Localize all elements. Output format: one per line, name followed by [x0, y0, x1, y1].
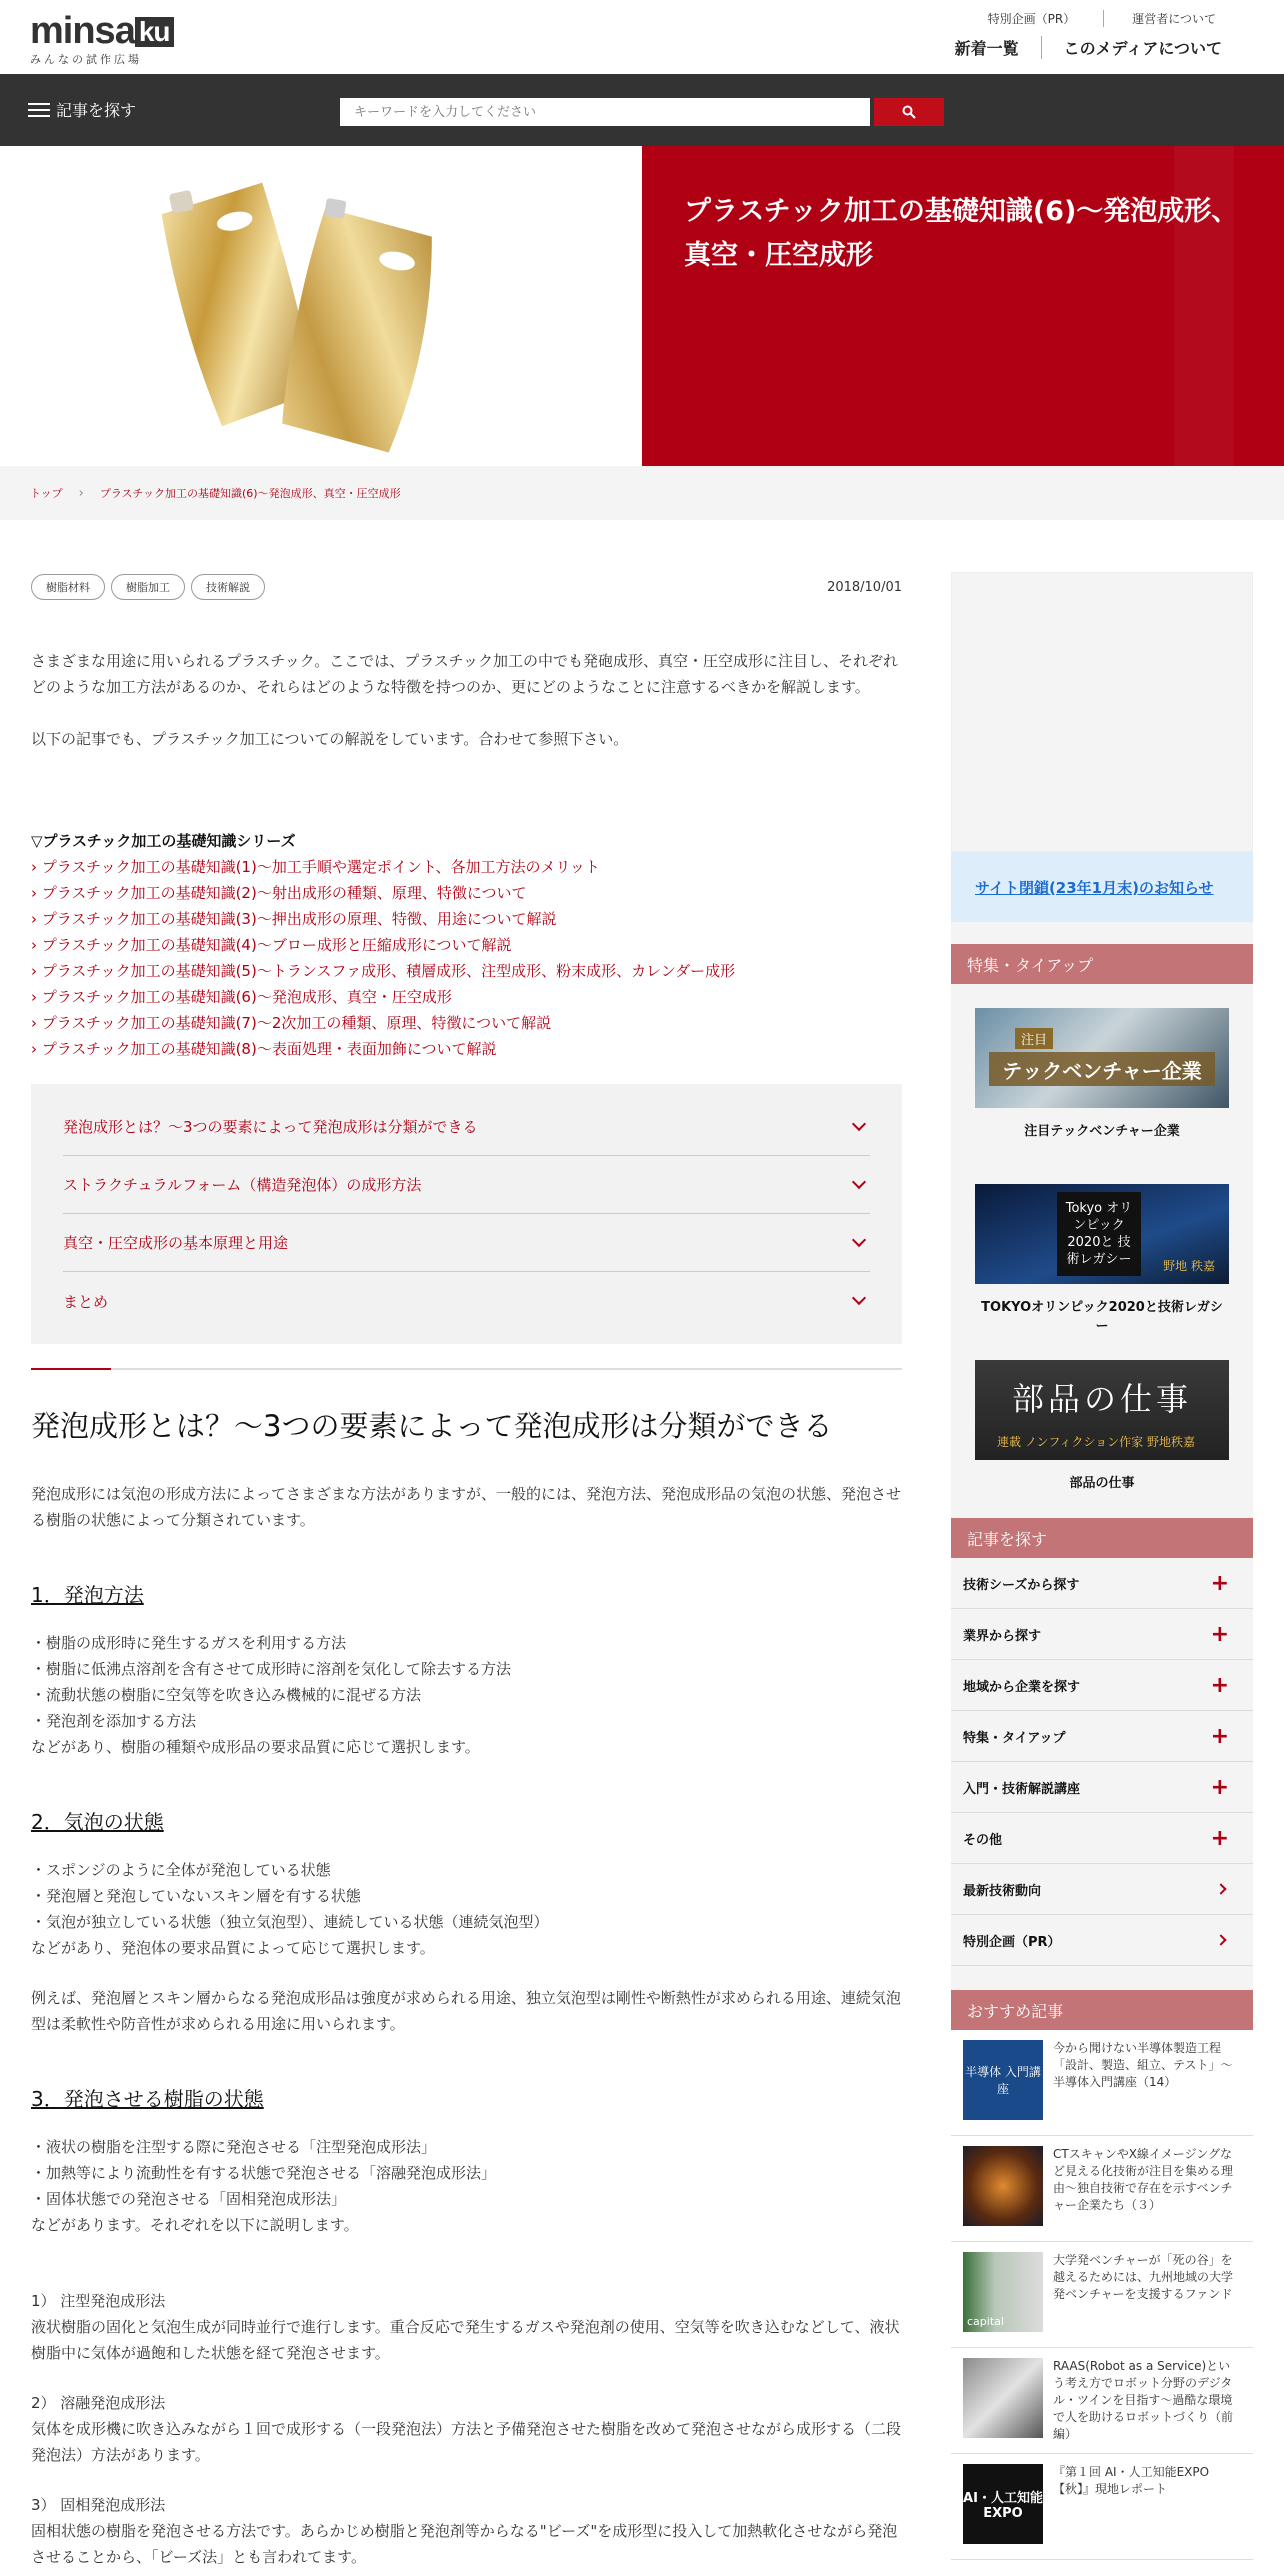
- logo-subtitle: みんなの試作広場: [30, 53, 142, 66]
- method-block: [31, 2492, 902, 2568]
- list-item: ・液状の樹脂を注型する際に発泡させる「注型発泡成形法」: [31, 2138, 437, 2156]
- chevron-down-icon: [852, 1116, 866, 1130]
- feature-caption: 部品の仕事: [1069, 1476, 1135, 1491]
- method-block: [31, 2288, 902, 2366]
- list-item: ・流動状態の樹脂に空気等を吹き込み機械的に混ぜる方法: [31, 1686, 422, 1704]
- toc-label: まとめ: [63, 1292, 109, 1311]
- list-item: などがあります。それぞれを以下に説明します。: [31, 2216, 359, 2234]
- sidebar: [951, 572, 1253, 2560]
- page-title: プラスチック加工の基礎知識(6)～発泡成形、真空・圧空成形: [684, 196, 1239, 271]
- menu-item-other[interactable]: [951, 1813, 1253, 1864]
- tag-resin-material[interactable]: 樹脂材料: [31, 574, 105, 600]
- plus-icon: +: [1210, 1825, 1229, 1851]
- thumbnail-text: capital: [967, 2315, 1004, 2328]
- plus-icon: +: [1210, 1672, 1229, 1698]
- toc-item[interactable]: [63, 1156, 870, 1214]
- series-title: ▽プラスチック加工の基礎知識シリーズ: [31, 832, 296, 850]
- article-search-menu: [951, 1558, 1253, 1966]
- site-logo[interactable]: [30, 10, 180, 66]
- intro-paragraph: さまざまな用途に用いられるプラスチック。ここでは、プラスチック加工の中でも発砲成形、真空・圧空成形に注目し、それぞれどのような加工方法があるのか、それらはどのような特徴を持つのか、更にどのようなことに注意するべきかを解説します。: [31, 652, 899, 696]
- method-title: 1） 注型発泡成形法: [31, 2292, 166, 2310]
- method-text: 液状樹脂の固化と気泡生成が同時並行で進行します。重合反応で発生するガスや発泡剤の使用、空気等を吹き込むなどして、液状樹脂中に気体が過飽和した状態を経て発泡させます。: [31, 2318, 900, 2362]
- hero-title-panel: [642, 146, 1284, 466]
- menu-item-features[interactable]: [951, 1711, 1253, 1762]
- series-link[interactable]: › プラスチック加工の基礎知識(7)～2次加工の種類、原理、特徴について解説: [31, 1010, 902, 1036]
- search-button[interactable]: [874, 98, 944, 126]
- feature-badge: 注目: [1015, 1028, 1053, 1049]
- recommended-title: 大学発ベンチャーが「死の谷」を越えるためには、九州地域の大学発ベンチャーを支援するファンド: [1053, 2253, 1234, 2301]
- feature-badge: 野地 秩嘉: [1163, 1259, 1215, 1273]
- feature-caption: 注目テックベンチャー企業: [1024, 1124, 1180, 1139]
- ad-slot: [951, 572, 1253, 852]
- list-item: ・固体状態での発泡させる「固相発泡成形法」: [31, 2190, 347, 2208]
- recommended-heading: おすすめ記事: [951, 1990, 1253, 2030]
- list-item: ・発泡剤を添加する方法: [31, 1712, 197, 1730]
- search-icon: [902, 105, 916, 119]
- method-block: [31, 2390, 902, 2468]
- hero-image: [0, 146, 642, 466]
- menu-label: 技術シーズから探す: [963, 1577, 1080, 1593]
- list-item: ・樹脂の成形時に発生するガスを利用する方法: [31, 1634, 347, 1652]
- site-header: [0, 0, 1284, 74]
- recommended-article[interactable]: [951, 2136, 1253, 2242]
- feature-card[interactable]: [975, 1148, 1229, 1334]
- menu-item-tech-seeds[interactable]: [951, 1558, 1253, 1609]
- breadcrumb-home[interactable]: トップ: [30, 487, 63, 500]
- menu-label: 特別企画（PR）: [963, 1934, 1061, 1950]
- bullet-list: [31, 1857, 902, 1961]
- plus-icon: +: [1210, 1570, 1229, 1596]
- recommended-list: [951, 2030, 1253, 2560]
- method-text: 固相状態の樹脂を発泡させる方法です。あらかじめ樹脂と発泡剤等からなる"ビーズ"を成形型に投入して加熱軟化させながら発泡させることから、「ビーズ法」とも言われてます。: [31, 2522, 898, 2566]
- menu-label: 地域から企業を探す: [963, 1679, 1081, 1695]
- feature-caption: TOKYOオリンピック2020と技術レガシー: [981, 1300, 1223, 1334]
- tag-resin-processing[interactable]: 樹脂加工: [111, 574, 185, 600]
- hero: [0, 146, 1284, 466]
- series-link[interactable]: › プラスチック加工の基礎知識(6)～発泡成形、真空・圧空成形: [31, 984, 902, 1010]
- subsection-heading: 2．気泡の状態: [31, 1810, 164, 1834]
- menu-label: 業界から探す: [963, 1628, 1042, 1644]
- site-closing-notice-link[interactable]: サイト閉鎖(23年1月末)のお知らせ: [951, 852, 1253, 922]
- article-search-heading: 記事を探す: [951, 1518, 1253, 1558]
- top-link-special-pr[interactable]: 特別企画（PR）: [987, 12, 1076, 26]
- menu-label: 特集・タイアップ: [963, 1730, 1066, 1746]
- toc-item[interactable]: [63, 1098, 870, 1156]
- toc-label: 真空・圧空成形の基本原理と用途: [63, 1234, 289, 1252]
- article-intro: [31, 648, 902, 752]
- list-item: ・気泡が独立している状態（独立気泡型）、連続している状態（連続気泡型）: [31, 1913, 549, 1931]
- list-item: ・発泡層と発泡していないスキン層を有する状態: [31, 1887, 361, 1905]
- menu-item-special-pr[interactable]: [951, 1915, 1253, 1966]
- toc-item[interactable]: [63, 1214, 870, 1272]
- feature-image-text: 部品の仕事: [1011, 1380, 1192, 1418]
- method-title: 3） 固相発泡成形法: [31, 2496, 166, 2514]
- menu-item-intro-course[interactable]: [951, 1762, 1253, 1813]
- chevron-down-icon: [852, 1291, 866, 1305]
- chevron-right-icon: [1215, 1883, 1226, 1894]
- feature-list: [951, 984, 1253, 1518]
- plus-icon: +: [1210, 1723, 1229, 1749]
- list-item: ・スポンジのように全体が発泡している状態: [31, 1861, 331, 1879]
- tag-list: [31, 574, 902, 600]
- hamburger-icon: [28, 102, 50, 118]
- plus-icon: +: [1210, 1774, 1229, 1800]
- series-link[interactable]: › プラスチック加工の基礎知識(2)～射出成形の種類、原理、特徴について: [31, 880, 902, 906]
- nav-about-media[interactable]: このメディアについて: [1041, 36, 1244, 59]
- feature-image-text: テックベンチャー企業: [989, 1052, 1215, 1086]
- feature-image: [975, 1184, 1229, 1284]
- feature-card[interactable]: [975, 984, 1229, 1148]
- recommended-article[interactable]: [951, 2454, 1253, 2560]
- feature-badge: 連載 ノンフィクション作家 野地秩嘉: [997, 1435, 1195, 1449]
- list-item: などがあり、発泡体の要求品質によって応じて選択します。: [31, 1939, 435, 1957]
- search-bar: [0, 74, 1284, 146]
- series-link[interactable]: › プラスチック加工の基礎知識(3)～押出成形の原理、特徴、用途について解説: [31, 906, 902, 932]
- method-title: 2） 溶融発泡成形法: [31, 2394, 166, 2412]
- feature-image: [975, 1360, 1229, 1460]
- article-thumbnail: [963, 2252, 1043, 2332]
- spacer: [951, 922, 1253, 944]
- recommended-title: RAAS(Robot as a Service)という考え方でロボット分野のデジタル・ツインを目指す〜過酷な環境で人を助けるロボットづくり（前編）: [1053, 2359, 1234, 2441]
- breadcrumb: [0, 466, 1284, 520]
- recommended-article[interactable]: [951, 2242, 1253, 2348]
- recommended-article[interactable]: [951, 2348, 1253, 2454]
- toc-label: 発泡成形とは？～3つの要素によって発泡成形は分類ができる: [63, 1118, 478, 1136]
- menu-label: 最新技術動向: [963, 1883, 1042, 1899]
- list-item: などがあり、樹脂の種類や成形品の要求品質に応じて選択します。: [31, 1738, 480, 1756]
- feature-card[interactable]: [975, 1324, 1229, 1518]
- series-link[interactable]: › プラスチック加工の基礎知識(1)～加工手順や選定ポイント、各加工方法のメリット: [31, 854, 902, 880]
- feature-heading: 特集・タイアップ: [951, 944, 1253, 984]
- recommended-article[interactable]: [951, 2030, 1253, 2136]
- bullet-list: [31, 2134, 902, 2238]
- breadcrumb-current[interactable]: プラスチック加工の基礎知識(6)～発泡成形、真空・圧空成形: [99, 487, 401, 500]
- section-heading: 発泡成形とは？～3つの要素によって発泡成形は分類ができる: [31, 1409, 833, 1443]
- menu-label: その他: [963, 1832, 1003, 1848]
- article-thumbnail: [963, 2146, 1043, 2226]
- chevron-down-icon: [852, 1232, 866, 1246]
- recommended-title: CTスキャンやX線イメージングなど見える化技術が注目を集める理由〜独自技術で存在を示すベンチャー企業たち（３）: [1053, 2147, 1234, 2212]
- table-of-contents: [31, 1084, 902, 1344]
- section-paragraph: 例えば、発泡層とスキン層からなる発泡成形品は強度が求められる用途、独立気泡型は剛性や断熱性が求められる用途、連続気泡型は柔軟性や防音性が求められる用途に用いられます。: [31, 1989, 901, 2033]
- main-nav: [933, 36, 1244, 59]
- chevron-right-icon: [1215, 1934, 1226, 1945]
- toc-item[interactable]: [63, 1272, 870, 1330]
- article-thumbnail: [963, 2464, 1043, 2544]
- publish-date: 2018/10/01: [827, 580, 902, 595]
- article-search-menu-button[interactable]: [28, 98, 136, 121]
- nav-new-articles[interactable]: 新着一覧: [954, 39, 1019, 58]
- list-item: ・加熱等により流動性を有する状態で発泡させる「溶融発泡成形法」: [31, 2164, 497, 2182]
- method-text: 気体を成形機に吹き込みながら１回で成形する（一段発泡法）方法と予備発泡させた樹脂を改めて発泡させながら成形する（二段発泡法）方法があります。: [31, 2420, 902, 2464]
- tag-tech-explanation[interactable]: 技術解説: [191, 574, 265, 600]
- chevron-right-icon: ›: [78, 485, 84, 501]
- section-paragraph: 発泡成形には気泡の形成方法によってさまざまな方法がありますが、一般的には、発泡方法、発泡成形品の気泡の状態、発泡させる樹脂の状態によって分類されています。: [31, 1485, 902, 1529]
- intro-paragraph: 以下の記事でも、プラスチック加工についての解説をしています。合わせて参照下さい。: [31, 730, 629, 748]
- menu-label: 記事を探す: [56, 101, 137, 120]
- menu-item-industry[interactable]: [951, 1609, 1253, 1660]
- subsection-heading: 3．発泡させる樹脂の状態: [31, 2087, 264, 2111]
- logo-wordmark: minsa ku: [30, 12, 180, 50]
- article: [31, 574, 902, 2568]
- series-list: [31, 828, 902, 1062]
- menu-label: 入門・技術解説講座: [963, 1781, 1081, 1797]
- feature-image: [975, 1008, 1229, 1108]
- search-input[interactable]: [340, 98, 870, 126]
- toc-label: ストラクチュラルフォーム（構造発泡体）の成形方法: [63, 1176, 422, 1194]
- section-divider: [31, 1368, 902, 1370]
- thumbnail-text: AI・人工知能 EXPO: [963, 2491, 1043, 2521]
- series-link[interactable]: › プラスチック加工の基礎知識(4)～ブロー成形と圧縮成形について解説: [31, 932, 902, 958]
- top-links: [960, 10, 1244, 27]
- spacer: [951, 1966, 1253, 1990]
- menu-item-latest-trends[interactable]: [951, 1864, 1253, 1915]
- top-link-about-operator[interactable]: 運営者について: [1103, 10, 1244, 27]
- subsection-heading: 1．発泡方法: [31, 1583, 144, 1607]
- recommended-title: 『第１回 AI・人工知能EXPO【秋】』現地レポート: [1053, 2465, 1210, 2496]
- thumbnail-text: 半導体 入門講座: [965, 2065, 1041, 2096]
- series-link[interactable]: › プラスチック加工の基礎知識(5)～トランスファ成形、積層成形、注型成形、粉末成形、カレンダー成形: [31, 958, 902, 984]
- series-link[interactable]: › プラスチック加工の基礎知識(8)〜表面処理・表面加飾について解説: [31, 1036, 902, 1062]
- feature-image-text: Tokyo オリンピック 2020と 技術レガシー: [1057, 1192, 1141, 1276]
- bullet-list: [31, 1630, 902, 1760]
- recommended-title: 今から聞けない半導体製造工程「設計、製造、組立、テスト」〜半導体入門講座（14）: [1053, 2041, 1233, 2089]
- chevron-down-icon: [852, 1174, 866, 1188]
- list-item: ・樹脂に低沸点溶剤を含有させて成形時に溶剤を気化して除去する方法: [31, 1660, 512, 1678]
- plus-icon: +: [1210, 1621, 1229, 1647]
- article-thumbnail: [963, 2358, 1043, 2438]
- article-thumbnail: [963, 2040, 1043, 2120]
- menu-item-region[interactable]: [951, 1660, 1253, 1711]
